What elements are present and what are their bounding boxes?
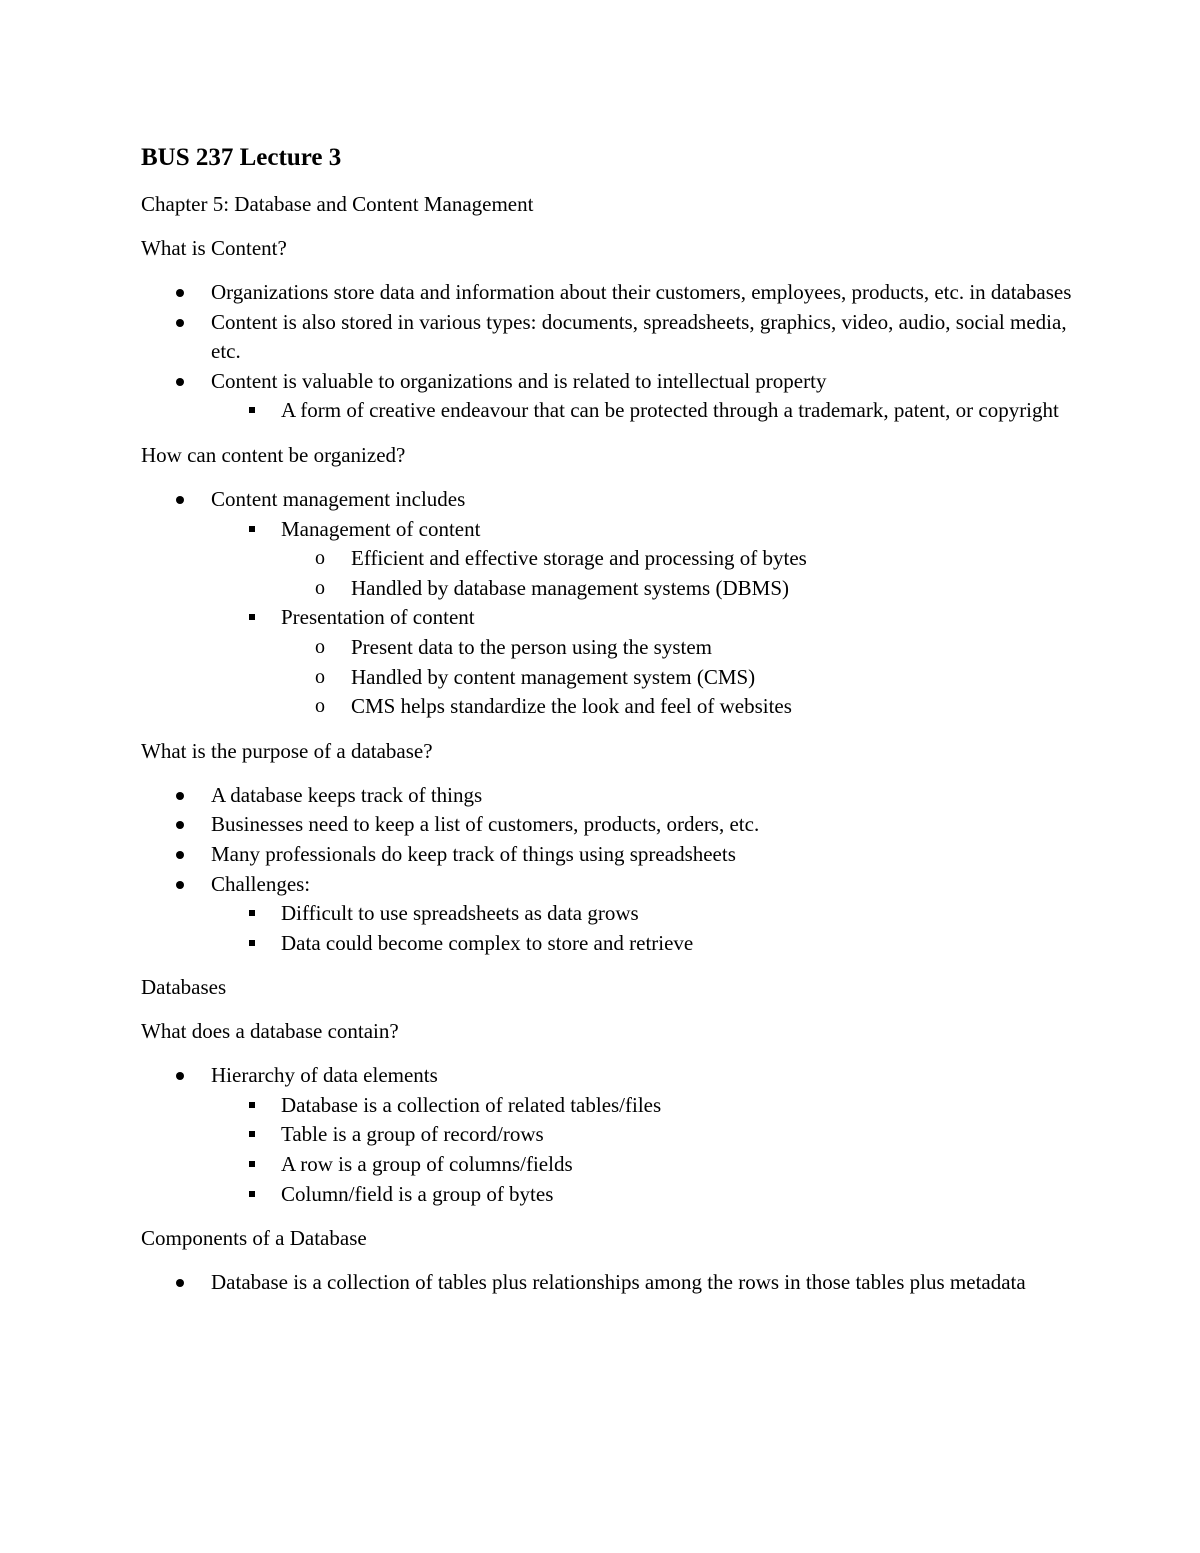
disc-bullet-icon [141,781,211,810]
circle-bullet-icon [281,692,351,721]
list-item-text: Column/field is a group of bytes [281,1181,554,1206]
list-item [141,840,1081,870]
square-bullet-icon [211,515,281,544]
contain-list [141,1061,1081,1209]
list-item-text: Present data to the person using the system [351,634,713,659]
disc-bullet-icon [141,367,211,396]
list-item [211,1091,1081,1121]
list-item [281,663,1081,693]
list-item [141,278,1081,308]
square-bullet-icon [211,1091,281,1120]
circle-bullet-icon [281,663,351,692]
presentation-sublist [211,633,1081,722]
list-item-text: A form of creative endeavour that can be protected through a trademark, patent, or copyright [281,398,1059,423]
list-item [141,810,1081,840]
list-item-text: Table is a group of record/rows [281,1122,544,1147]
list-item [211,1150,1081,1180]
section-heading-contain: What does a database contain? [141,1019,399,1044]
list-item [281,544,1081,574]
list-item [211,899,1081,929]
circle-bullet-icon [281,633,351,662]
list-item [211,396,1081,426]
list-item [141,870,1081,959]
disc-bullet-icon [141,870,211,899]
list-item-text: Difficult to use spreadsheets as data grows [281,901,639,926]
disc-bullet-icon [141,485,211,514]
square-bullet-icon [211,1150,281,1179]
list-item [211,1120,1081,1150]
circle-bullet-icon [281,544,351,573]
square-bullet-icon [211,929,281,958]
list-item-text: Management of content [281,516,481,541]
section-heading-content: What is Content? [141,236,287,260]
list-item [281,633,1081,663]
management-sublist [211,544,1081,603]
list-item-text: Content is also stored in various types: documents, spreadsheets, graphics, video, audio, social media, etc. [211,309,1067,364]
list-item [211,515,1081,604]
list-item [211,1180,1081,1210]
list-item [141,781,1081,811]
square-bullet-icon [211,396,281,425]
list-item [211,603,1081,721]
organized-sublist [141,515,1081,722]
square-bullet-icon [211,1120,281,1149]
square-bullet-icon [211,603,281,632]
challenges-sublist [141,899,1081,958]
list-item-text: Content is valuable to organizations and is related to intellectual property [211,368,827,393]
list-item-text: Database is a collection of related tables/files [281,1092,662,1117]
section-heading-components: Components of a Database [141,1226,367,1251]
list-item-text: A database keeps track of things [211,782,483,807]
disc-bullet-icon [141,308,211,337]
list-item-text: Challenges: [211,871,311,896]
list-item [281,574,1081,604]
content-list [141,278,1081,426]
components-list [141,1268,1081,1298]
document-page [141,140,1081,1313]
list-item [211,929,1081,959]
list-item-text: Presentation of content [281,605,475,630]
list-item-text: Handled by database management systems (DBMS) [351,575,789,600]
document-title: BUS 237 Lecture 3 [141,144,342,171]
hierarchy-sublist [141,1091,1081,1209]
circle-bullet-icon [281,574,351,603]
list-item-text: Many professionals do keep track of things using spreadsheets [211,841,736,866]
list-item-text: Data could become complex to store and retrieve [281,930,694,955]
section-heading-organized: How can content be organized? [141,442,406,467]
list-item [281,692,1081,722]
disc-bullet-icon [141,840,211,869]
list-item-text: Handled by content management system (CMS) [351,664,756,689]
disc-bullet-icon [141,810,211,839]
list-item-text: Database is a collection of tables plus relationships among the rows in those tables plus metadata [211,1270,1026,1295]
disc-bullet-icon [141,1061,211,1090]
list-item-text: Businesses need to keep a list of customers, products, orders, etc. [211,812,760,837]
list-item-text: CMS helps standardize the look and feel of websites [351,694,792,719]
square-bullet-icon [211,1180,281,1209]
list-item [141,308,1081,367]
purpose-list [141,781,1081,959]
list-item [141,485,1081,722]
list-item-text: A row is a group of columns/fields [281,1152,573,1177]
content-sublist [141,396,1081,426]
section-heading-databases: Databases [141,975,227,1000]
chapter-heading: Chapter 5: Database and Content Management [141,192,534,216]
list-item-text: Organizations store data and information about their customers, employees, products, etc. in databases [211,280,1072,304]
square-bullet-icon [211,899,281,928]
disc-bullet-icon [141,278,211,307]
list-item [141,367,1081,426]
section-heading-purpose: What is the purpose of a database? [141,738,433,763]
organized-list [141,485,1081,722]
list-item [141,1268,1081,1298]
list-item-text: Efficient and effective storage and processing of bytes [351,546,807,571]
list-item [141,1061,1081,1209]
list-item-text: Content management includes [211,486,466,511]
list-item-text: Hierarchy of data elements [211,1063,438,1088]
disc-bullet-icon [141,1268,211,1297]
